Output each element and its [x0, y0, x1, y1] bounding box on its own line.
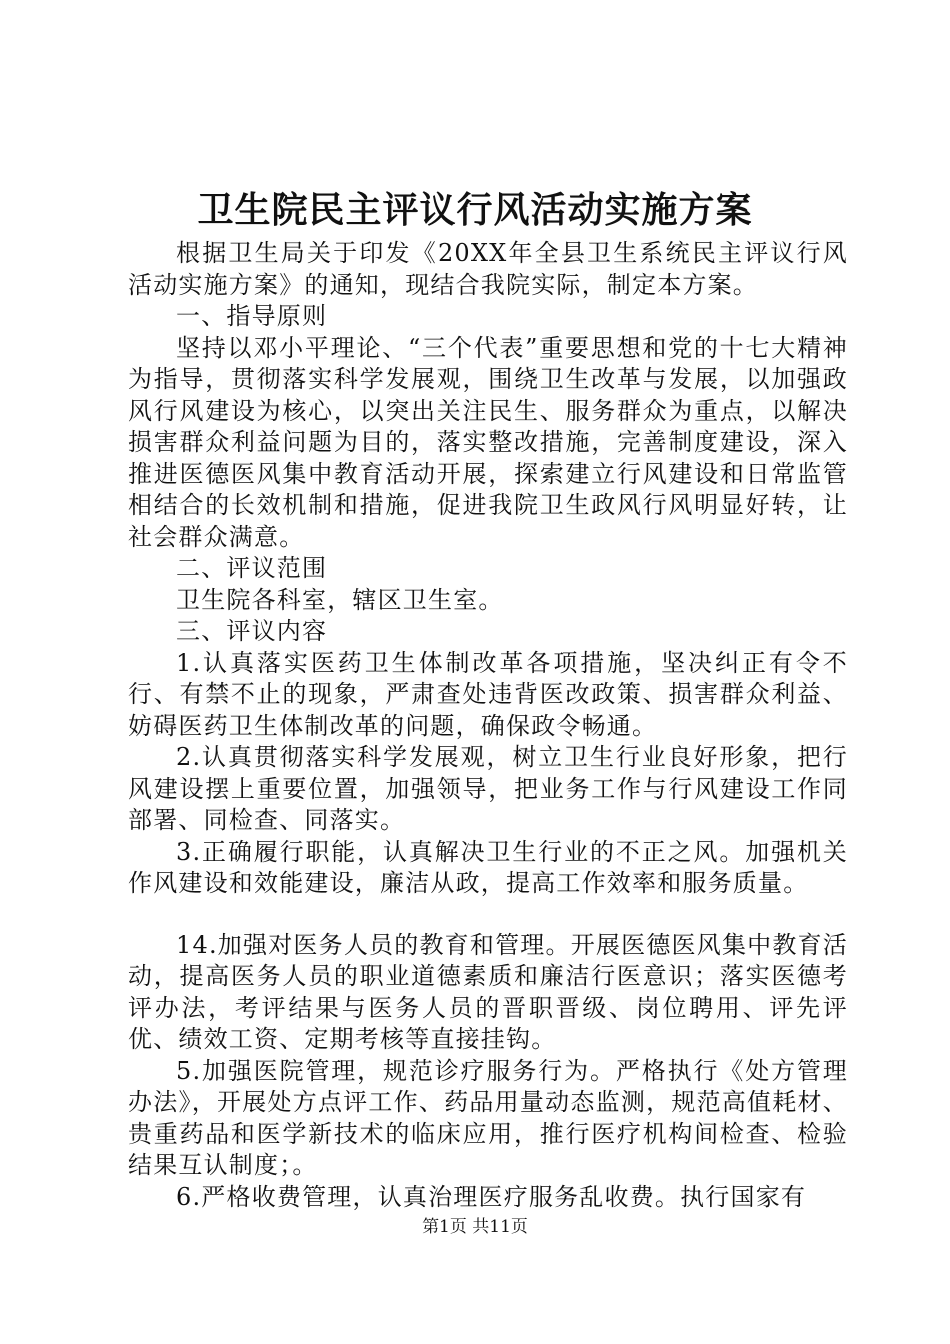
document-body [128, 238, 848, 1213]
content-item-1: 1.认真落实医药卫生体制改革各项措施，坚决纠正有令不行、有禁不止的现象，严肃查处违背医改政策、损害群众利益、妨碍医药卫生体制改革的问题，确保政令畅通。 [128, 648, 848, 740]
intro-paragraph: 根据卫生局关于印发《20XX年全县卫生系统民主评议行风活动实施方案》的通知，现结合我院实际，制定本方案。 [128, 239, 848, 299]
section-heading-evaluation-content: 三、评议内容 [176, 617, 328, 645]
content-item-5: 5.加强医院管理，规范诊疗服务行为。严格执行《处方管理办法》，开展处方点评工作、药品用量动态监测，规范高值耗材、贵重药品和医学新技术的临床应用，推行医疗机构间检查、检验结果互认制度；。 [128, 1056, 848, 1179]
paragraph-gap [128, 900, 848, 930]
guiding-principles-paragraph: 坚持以邓小平理论、“三个代表”重要思想和党的十七大精神为指导，贯彻落实科学发展观，围绕卫生改革与发展，以加强政风行风建设为核心，以突出关注民生、服务群众为重点，以解决损害群众利益问题为目的，落实整改措施，完善制度建设，深入推进医德医风集中教育活动开展，探索建立行风建设和日常监管相结合的长效机制和措施，促进我院卫生政风行风明显好转，让社会群众满意。 [128, 333, 848, 551]
evaluation-scope-paragraph: 卫生院各科室，辖区卫生室。 [176, 585, 504, 614]
page-footer: 第1页 共11页 [422, 1217, 528, 1237]
section-heading-guiding-principles: 一、指导原则 [176, 302, 328, 330]
content-item-3: 3.正确履行职能，认真解决卫生行业的不正之风。加强机关作风建设和效能建设，廉洁从政，提高工作效率和服务质量。 [128, 837, 848, 897]
document-title: 卫生院民主评议行风活动实施方案 [197, 189, 753, 231]
content-item-6: 6.严格收费管理，认真治理医疗服务乱收费。执行国家有 [176, 1182, 807, 1211]
content-item-4: 14.加强对医务人员的教育和管理。开展医德医风集中教育活动，提高医务人员的职业道德素质和廉洁行医意识；落实医德考评办法，考评结果与医务人员的晋职晋级、岗位聘用、评先评优、绩效工资、定期考核等直接挂钩。 [128, 930, 848, 1053]
content-item-2: 2.认真贯彻落实科学发展观，树立卫生行业良好形象，把行风建设摆上重要位置，加强领导，把业务工作与行风建设工作同部署、同检查、同落实。 [128, 743, 848, 834]
section-heading-evaluation-scope: 二、评议范围 [176, 554, 328, 582]
